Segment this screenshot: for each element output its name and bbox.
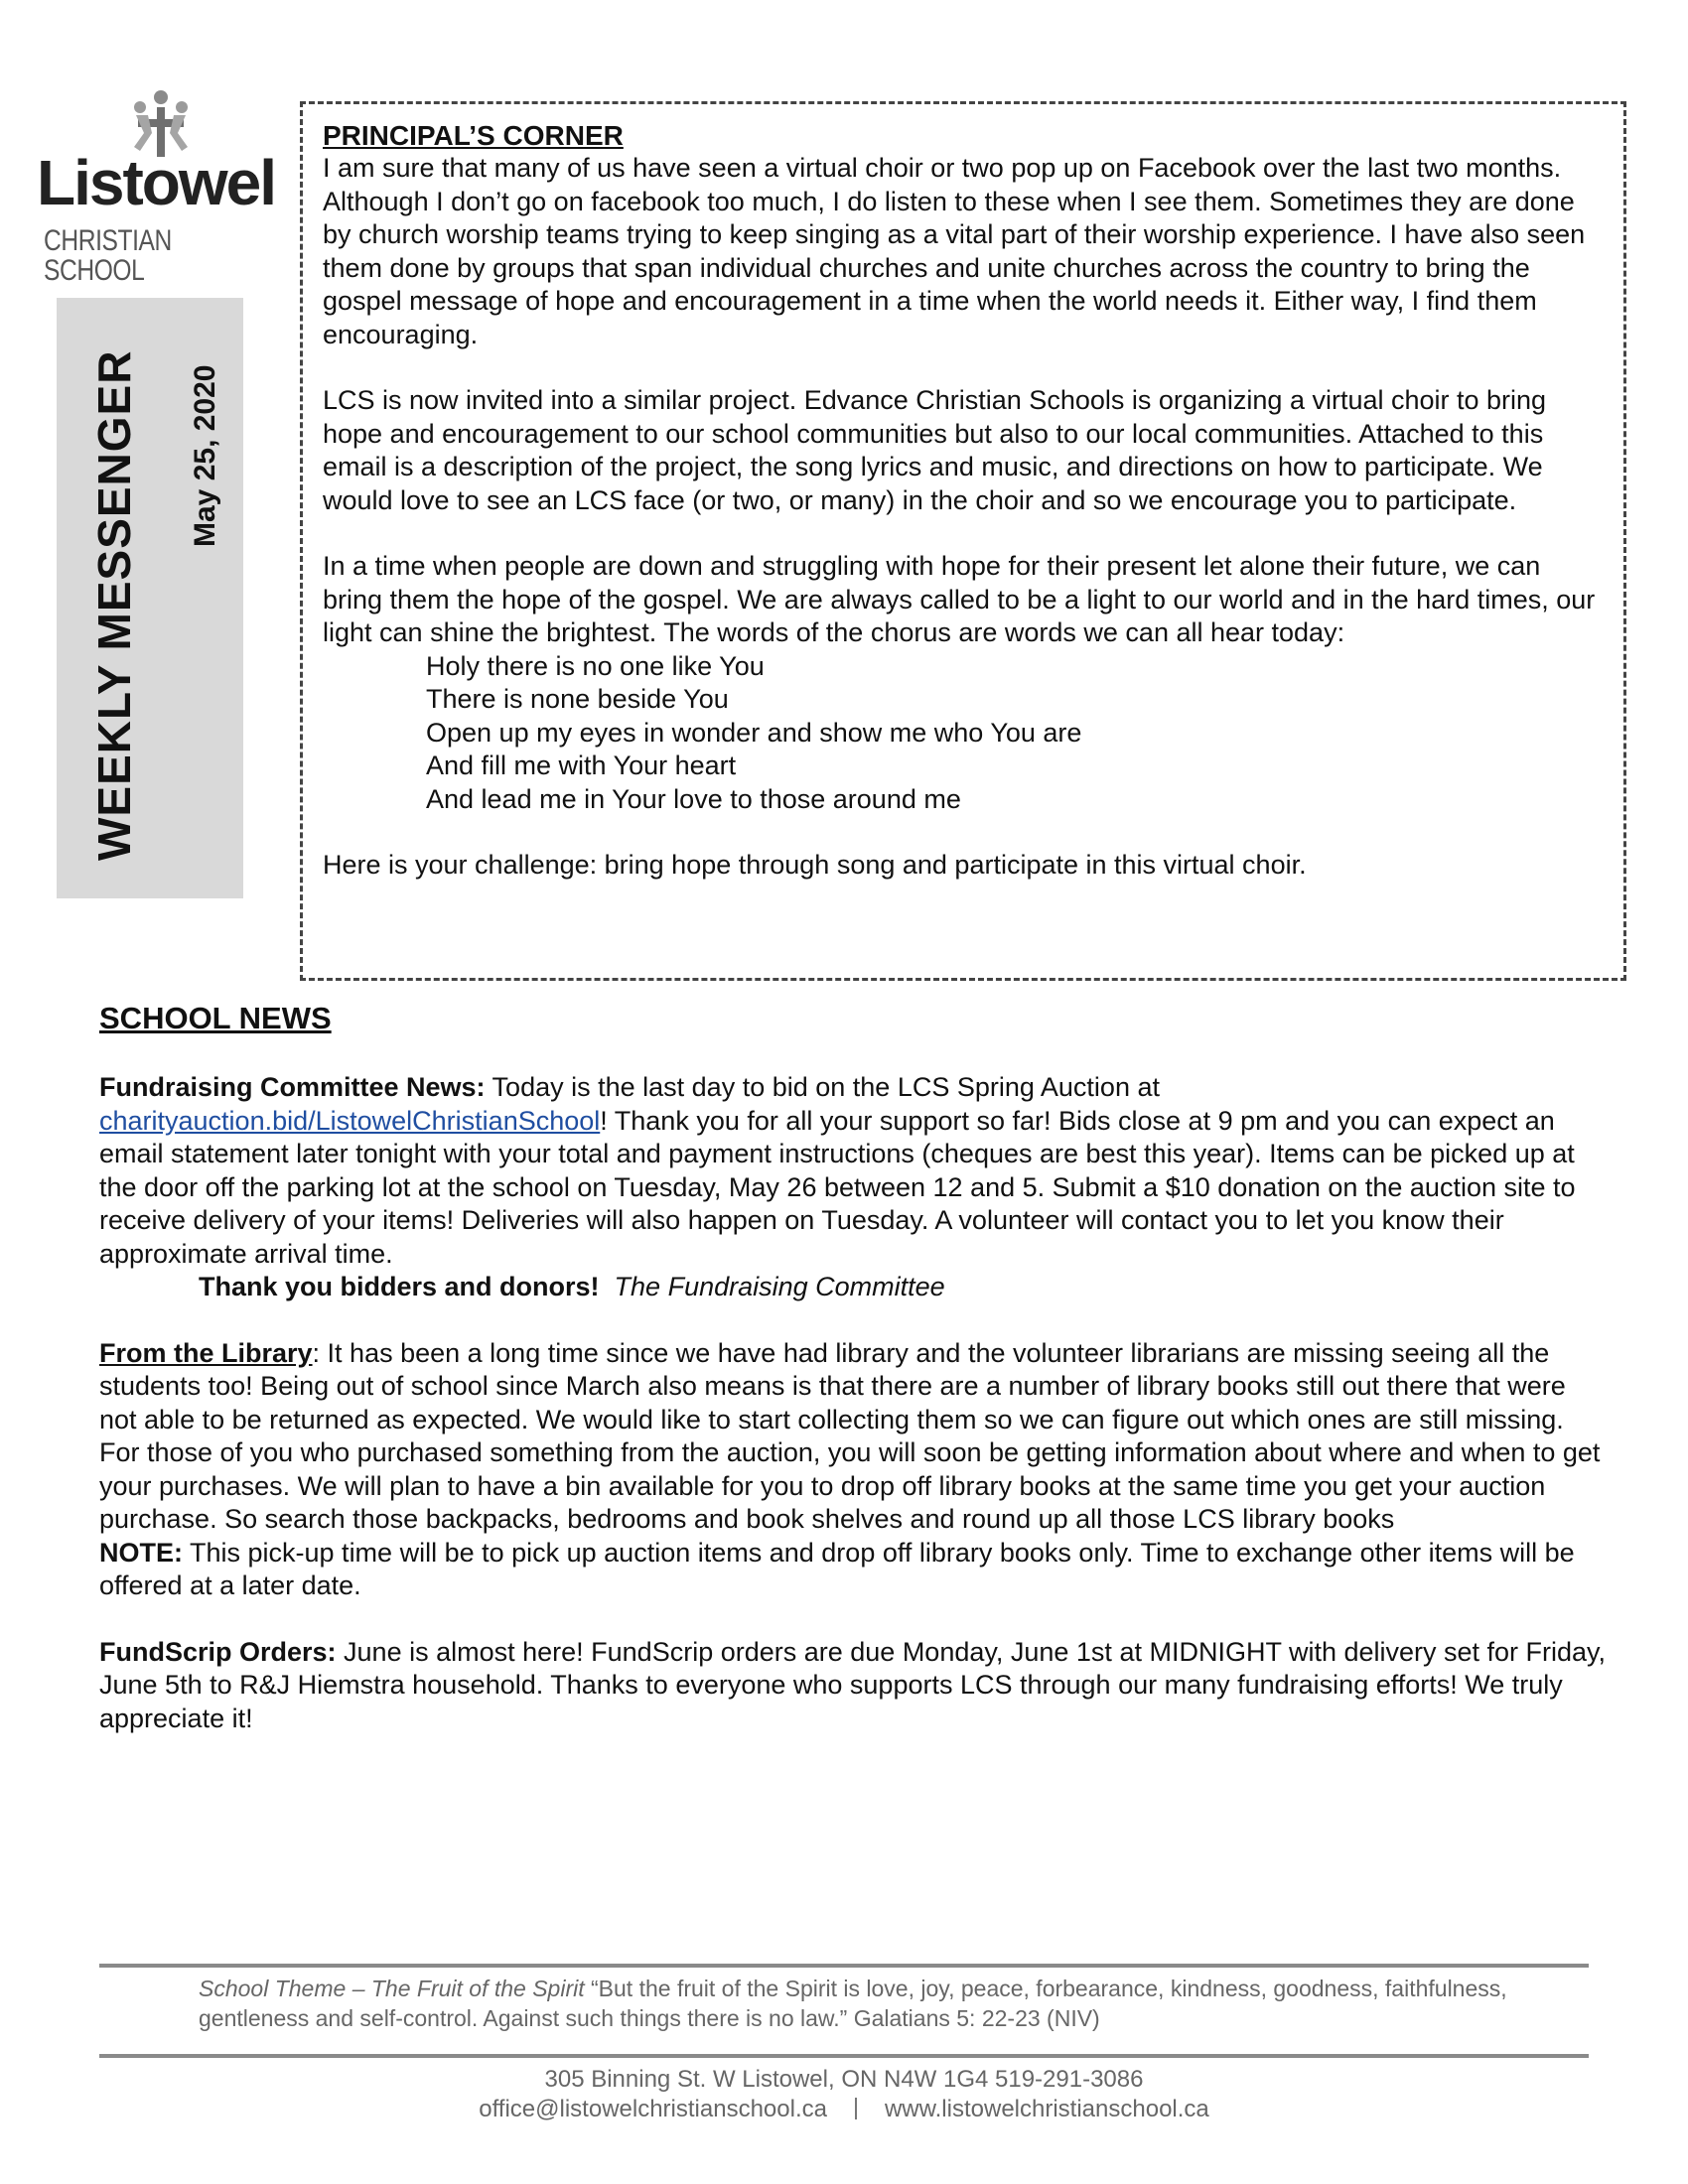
chorus-line: Holy there is no one like You — [426, 650, 765, 681]
school-news-title: SCHOOL NEWS — [99, 1001, 332, 1035]
committee-signature: The Fundraising Committee — [614, 1272, 945, 1301]
footer-contact — [99, 2095, 1589, 2124]
library-note — [99, 1537, 1609, 1603]
principal-closing: Here is your challenge: bring hope through song and participate in this virtual choir. — [323, 850, 1307, 880]
principals-corner-title: PRINCIPAL’S CORNER — [323, 120, 624, 151]
library-heading: From the Library — [99, 1337, 313, 1368]
fundraising-heading: Fundraising Committee News: — [99, 1072, 486, 1102]
logo-wordmark: Listowel — [37, 147, 276, 218]
principals-corner-box — [300, 101, 1626, 981]
school-logo — [32, 89, 276, 287]
logo-subtitle: CHRISTIAN SCHOOL — [44, 224, 172, 287]
separator — [855, 2098, 857, 2119]
library-news — [99, 1337, 1609, 1537]
theme-label: School Theme – The Fruit of the Spirit — [199, 1976, 585, 2001]
chorus-line: And lead me in Your love to those around me — [426, 783, 961, 814]
fundscrip-body: June is almost here! FundScrip orders are due Monday, June 1st at MIDNIGHT with delivery set for Friday, June 5th to R&J Hiemstra household. Thanks to everyone who supports LCS through our many fundraising efforts! We truly appreciate it! — [99, 1636, 1607, 1733]
note-text: This pick-up time will be to pick up auction items and drop off library books only. Time to exchange other items will be offered at a later date. — [99, 1537, 1575, 1600]
chorus-line: There is none beside You — [426, 684, 729, 714]
principal-paragraph-1: I am sure that many of us have seen a virtual choir or two pop up on Facebook over the last two months. Although I don’t go on facebook too much, I do listen to these when I see them. Sometimes they are done by church worship teams trying to keep singing as a vital part of their worship experience. I have also seen them done by groups that span individual churches and unite churches across the country to bring the gospel message of hope and encouragement in a time when the world needs it. Either way, I find them encouraging. — [323, 153, 1586, 349]
newsletter-date: May 25, 2020 — [189, 364, 221, 547]
footer-address: 305 Binning St. W Listowel, ON N4W 1G4 519-291-3086 — [544, 2066, 1144, 2093]
divider — [99, 1964, 1589, 1968]
chorus-line: Open up my eyes in wonder and show me who You are — [426, 717, 1082, 748]
school-news-section — [99, 999, 1609, 1735]
fundscrip-news — [99, 1636, 1609, 1736]
auction-link[interactable]: charityauction.bid/ListowelChristianSchool — [99, 1105, 601, 1136]
footer-email-link[interactable]: office@listowelchristianschool.ca — [479, 2096, 827, 2122]
chorus-line: And fill me with Your heart — [426, 751, 737, 780]
fundraising-intro: Today is the last day to bid on the LCS Spring Auction at — [485, 1072, 1160, 1102]
fundraising-thanks — [99, 1271, 1609, 1304]
thanks-text: Thank you bidders and donors! — [199, 1272, 600, 1301]
footer-website-link[interactable]: www.listowelchristianschool.ca — [884, 2096, 1209, 2122]
divider — [99, 2054, 1589, 2058]
fundraising-body: ! Thank you for all your support so far! Bids close at 9 pm and you can expect an email statement later tonight with your total and payment instructions (cheques are best this year). Items can be picked up at the door off the parking lot at the school on Tuesday, May 26 between 12 and 5. Submit a $10 donation on the auction site to receive delivery of your items! Deliveries will also happen on Tuesday. A volunteer will contact you to let you know their approximate arrival time. — [99, 1105, 1576, 1269]
library-body: : It has been a long time since we have had library and the volunteer librarians are missing seeing all the students too! Being out of school since March also means is that there are a number of library books still out there that were not able to be returned as expected. We would like to start collecting them so we can figure out which ones are still missing. For those of you who purchased something from the auction, you will soon be getting information about where and when to get your purchases. We will plan to have a bin available for you to drop off library books at the same time you get your auction purchase. So search those backpacks, bedrooms and book shelves and round up all those LCS library books — [99, 1337, 1601, 1534]
fundscrip-heading: FundScrip Orders: — [99, 1636, 337, 1667]
fundraising-news — [99, 1071, 1609, 1271]
theme-verse: “But the fruit of the Spirit is love, joy, peace, forbearance, kindness, goodness, faithfulness, gentleness and self-control. Against such things there is no law.” Galatians 5: 22-23 (NIV) — [199, 1976, 1507, 2031]
school-theme — [199, 1974, 1589, 2033]
newsletter-title: WEEKLY MESSENGER — [88, 349, 140, 861]
principal-paragraph-3: In a time when people are down and struggling with hope for their present let alone their future, we can bring them the hope of the gospel. We are always called to be a light to our world and in the hard times, our light can shine the brightest. The words of the chorus are words we can all hear today: — [323, 551, 1596, 647]
principal-paragraph-2: LCS is now invited into a similar project. Edvance Christian Schools is organizing a virtual choir to bring hope and encouragement to our school communities but also to our local communities. Attached to this email is a description of the project, the song lyrics and music, and directions on how to participate. We would love to see an LCS face (or two, or many) in the choir and so we encourage you to participate. — [323, 385, 1547, 515]
note-label: NOTE: — [99, 1537, 183, 1568]
footer — [99, 2065, 1589, 2124]
